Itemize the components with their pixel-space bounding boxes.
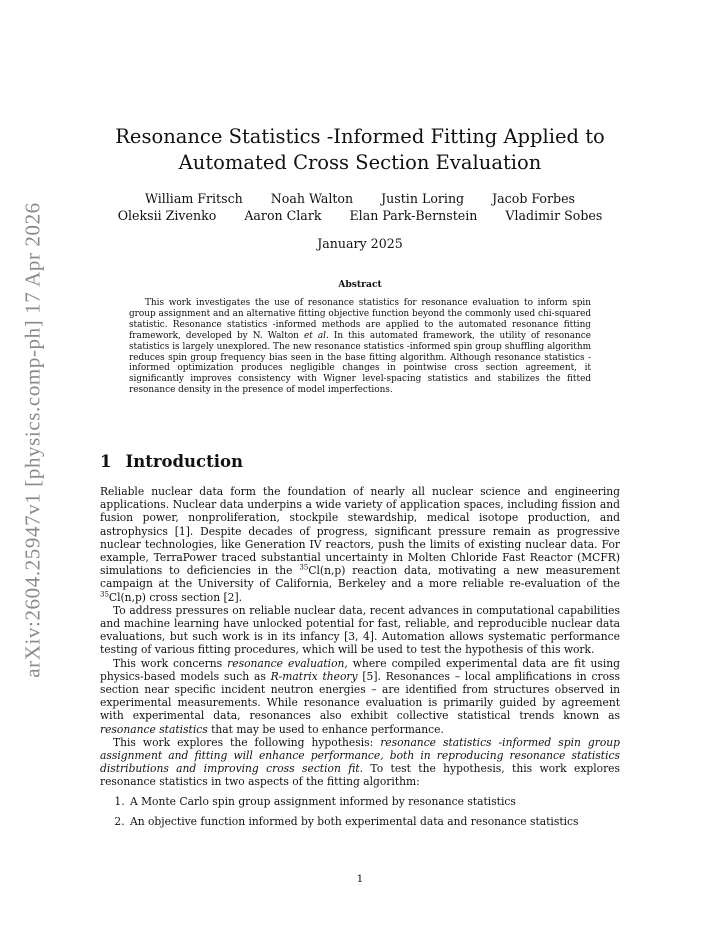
- abstract-heading: Abstract: [338, 279, 382, 290]
- list-item: 2. An objective function informed by both experimental data and resonance statistics: [128, 815, 620, 828]
- section-number: 1: [100, 452, 112, 471]
- author: Vladimir Sobes: [505, 208, 603, 223]
- author: William Fritsch: [144, 191, 243, 206]
- author: Jacob Forbes: [492, 191, 576, 206]
- introduction-body: [100, 485, 620, 835]
- superscript: 35: [299, 563, 309, 572]
- superscript: 35: [100, 590, 109, 599]
- author: Oleksii Zivenko: [117, 208, 217, 223]
- paragraph-1: Reliable nuclear data form the foundation of nearly all nuclear science and engineering applications. Nuclear data underpins a wide variety of application spaces, including fission and fusion power, nonproliferation, stockpile stewardship, medical isotope production, and astrophysics [1]. Despite decades of progress, significant pressure remain as progressive nuclear technologies, like Generation IV reactors, push the limits of existing nuclear data. For example, TerraPower traced substantial uncertainty in Molten Chloride Fast Reactor (MCFR) simulations to deficiencies in the $^{35}$Cl(n,p) reaction data, motivating a new measurement campaign at the University of California, Berkeley and a more reliable re-evaluation of the $^{35}$Cl(n,p) cross section [2].: [100, 485, 620, 604]
- author-list: [100, 190, 620, 224]
- arxiv-identifier-text: arXiv:2604.25947v1 [physics.comp-ph] 17 Apr 2026: [20, 202, 45, 678]
- abstract-text: This work investigates the use of resonance statistics for resonance evaluation to inform spin group assignment and an alternative fitting objective function beyond the commonly used chi-squared statistic. Resonance statistics -informed methods are applied to the automated resonance fitting framework, developed by N. Walton: [129, 298, 591, 341]
- author-row-1: [100, 190, 620, 207]
- author: Justin Loring: [381, 191, 465, 206]
- abstract-italic: et al.: [303, 330, 329, 341]
- author: Aaron Clark: [244, 208, 322, 223]
- paragraph-2: To address pressures on reliable nuclear data, recent advances in computational capabilities and machine learning have unlocked potential for fast, reliable, and reproducible nuclear data evaluations, but such work is in its infancy [3, 4]. Automation allows systematic performance testing of various fitting procedures, which will be used to test the hypothesis of this work.: [100, 603, 620, 657]
- publication-date: January 2025: [317, 236, 403, 251]
- paragraph-4: This work explores the following hypothesis: resonance statistics -informed spin group assignment and fitting will enhance performance, both in reproducing resonance statistics distributions and improving cross section fit. To test the hypothesis, this work explores resonance statistics in two aspects of the fitting algorithm:: [100, 735, 620, 789]
- paragraph-3: This work concerns resonance evaluation, where compiled experimental data are fit using physics-based models such as R-matrix theory [5]. Resonances – local amplifications in cross section near specific incident neutron energies – are identified from structures observed in experimental measurements. While resonance evaluation is primarily guided by agreement with experimental data, resonances also exhibit collective statistical trends known as resonance statistics that may be used to enhance performance.: [100, 656, 621, 736]
- section-title: Introduction: [125, 452, 243, 471]
- title-line-1: Resonance Statistics -Informed Fitting Applied to: [115, 125, 605, 148]
- author: Elan Park-Bernstein: [349, 208, 478, 223]
- author: Noah Walton: [270, 191, 354, 206]
- arxiv-identifier: [18, 202, 48, 678]
- page-number: 1: [356, 873, 364, 885]
- hypothesis-list: [100, 795, 620, 828]
- abstract-paragraph: [129, 298, 591, 396]
- list-item: 1. A Monte Carlo spin group assignment informed by resonance statistics: [128, 795, 620, 808]
- abstract-body: [129, 298, 591, 396]
- section-heading: [100, 452, 243, 471]
- author-row-2: [100, 207, 620, 224]
- title-line-2: Automated Cross Section Evaluation: [178, 151, 542, 174]
- abstract-text-continued: In this automated framework, the utility of resonance statistics is largely unexplored. The new resonance statistics -informed spin group shuffling algorithm reduces spin group frequency bias seen in the base fitting algorithm. Although resonance statistics -informed optimization produces negligible changes in pointwise cross section agreement, it significantly improves consistency with Wigner level-spacing statistics and stabilizes the fitted resonance density in the presence of model imperfections.: [129, 330, 591, 396]
- paper-title: [100, 124, 620, 176]
